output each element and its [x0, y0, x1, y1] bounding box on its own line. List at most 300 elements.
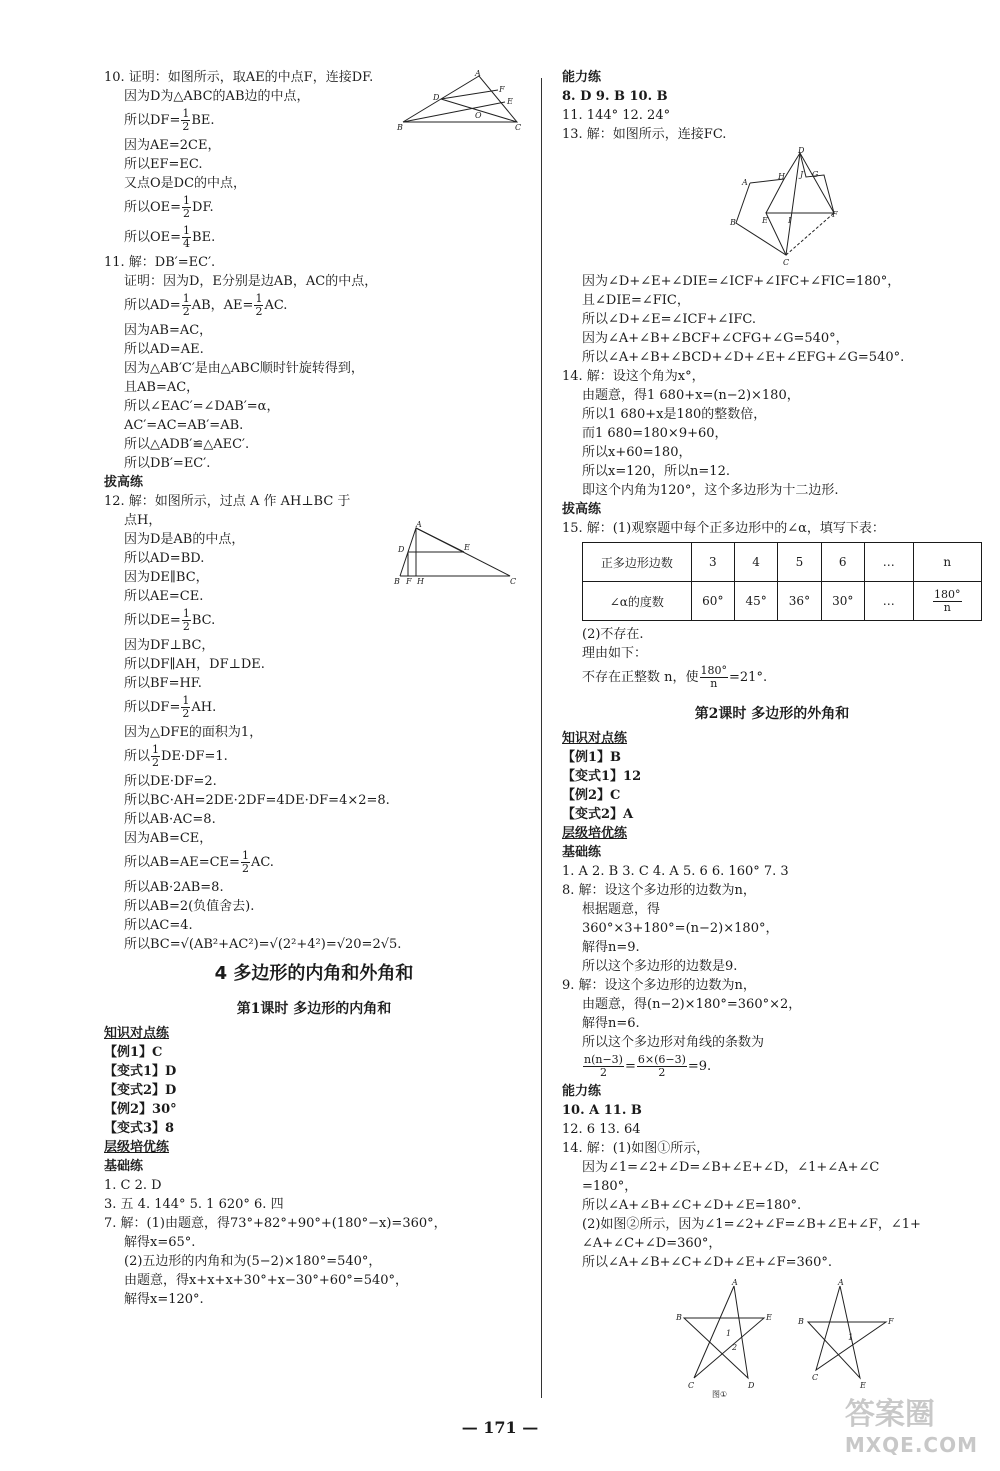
fraction: [151, 744, 160, 769]
line-text: 且AB=AC，: [124, 380, 200, 395]
line-text: 12. 6 13. 64: [562, 1122, 641, 1137]
section-heading: [562, 824, 982, 843]
label-h: H: [417, 577, 424, 586]
label-f2: F: [888, 1317, 894, 1326]
label-a: A: [732, 1278, 738, 1287]
text-line: [104, 606, 524, 636]
line-text: 所以: [124, 749, 151, 764]
line-text: 【变式3】8: [104, 1121, 175, 1136]
line-text: BC.: [191, 613, 216, 628]
text-line: [104, 916, 524, 935]
label-d: D: [433, 93, 440, 102]
line-text: 因为AE=2CE，: [124, 138, 221, 153]
label-c: C: [688, 1381, 695, 1390]
text-line: [104, 1043, 524, 1062]
line-text: 又点O是DC的中点，: [124, 176, 247, 191]
numerator: 6×(6−3): [637, 1053, 686, 1066]
section-heading: [104, 473, 524, 492]
watermark-logo: [845, 1389, 978, 1457]
text-line: [104, 1290, 524, 1309]
line-text: 所以EF=EC.: [124, 157, 203, 172]
line-text: 解得x=120°.: [124, 1292, 204, 1307]
line-text: 3. 五 4. 144° 5. 1 620° 6. 四: [104, 1197, 284, 1212]
label-a: A: [742, 178, 748, 187]
polygon-angle-table: [582, 542, 982, 621]
text-line: [562, 386, 982, 405]
text-line: [104, 174, 524, 193]
line-text: 知识对点练: [562, 731, 628, 746]
text-line: [562, 995, 982, 1014]
line-text: 所以DE·DF=2.: [124, 774, 217, 789]
line-text: 14. 解：设这个角为x°，: [562, 369, 705, 384]
line-text: 因为△DFE的面积为1，: [124, 725, 263, 740]
line-text: 所以DF=: [124, 700, 181, 715]
numerator: 1: [255, 292, 263, 305]
line-text: =: [624, 1059, 636, 1074]
denominator: 2: [658, 1066, 666, 1079]
text-line: [104, 829, 524, 848]
table-cell: [913, 582, 981, 621]
line-text: 所以AD=BD.: [124, 551, 205, 566]
text-line: [104, 636, 524, 655]
line-text: 能力练: [562, 1084, 602, 1099]
line-text: 11. 144° 12. 24°: [562, 108, 671, 123]
line-text: 所以AB=AE=CE=: [124, 855, 240, 870]
text-line: [562, 1139, 982, 1158]
label-h: H: [778, 172, 785, 181]
fraction: [182, 608, 191, 633]
line-text: 根据题意，得: [582, 902, 661, 917]
table-cell: …: [864, 582, 913, 621]
line-text: 12. 解：如图所示，过点 A 作 AH⊥BC 于: [104, 494, 351, 509]
line-text: 1. C 2. D: [104, 1178, 162, 1193]
text-line: [104, 1214, 524, 1233]
lesson1-answers: [104, 1024, 524, 1309]
line-text: 所以DF∥AH，DF⊥DE.: [124, 657, 265, 672]
label-d: D: [398, 545, 405, 554]
numerator: 180°: [700, 664, 728, 677]
table-cell: ∠α的度数: [583, 582, 692, 621]
line-text: 所以∠A+∠B+∠C+∠D+∠E+∠F=360°.: [582, 1255, 832, 1270]
text-line: [562, 881, 982, 900]
numerator: 1: [182, 607, 190, 620]
text-line: [562, 310, 982, 329]
numerator: 1: [182, 694, 190, 707]
label-a2: A: [838, 1278, 844, 1287]
figure-q13: [728, 145, 843, 270]
section-heading: [562, 500, 982, 519]
watermark-top: 答案圈: [844, 1397, 935, 1432]
line-text: AC.: [250, 855, 274, 870]
text-line: [104, 340, 524, 359]
line-text: 15. 解：(1)观察题中每个正多边形中的∠α，填写下表：: [562, 521, 885, 536]
denominator: 2: [182, 120, 190, 133]
text-line: [562, 329, 982, 348]
label-d: D: [748, 1381, 755, 1390]
text-line: [562, 1052, 982, 1082]
text-line: [104, 321, 524, 340]
section-heading: [562, 843, 982, 862]
line-text: 所以OE=: [124, 200, 182, 215]
line-text: 知识对点练: [104, 1026, 170, 1041]
line-text: 点H，: [124, 513, 162, 528]
text-line: [104, 723, 524, 742]
text-line: [104, 742, 524, 772]
text-line: [562, 900, 982, 919]
line-text: 所以1 680+x是180的整数倍，: [582, 407, 767, 422]
line-text: 所以∠EAC′=∠DAB′=α，: [124, 399, 280, 414]
line-text: 所以x=120，所以n=12.: [582, 464, 730, 479]
line-text: 解得x=65°.: [124, 1235, 196, 1250]
fraction: [254, 293, 263, 318]
text-line: [562, 291, 982, 310]
table-cell: 36°: [778, 582, 821, 621]
line-text: 【变式1】12: [562, 769, 642, 784]
text-line: [562, 938, 982, 957]
line-text: 【例1】C: [104, 1045, 163, 1060]
line-text: 所以DF=: [124, 113, 181, 128]
text-line: [562, 1177, 982, 1196]
line-text: 8. 解：设这个多边形的边数为n，: [562, 883, 756, 898]
watermark-bottom: MXQE.COM: [844, 1433, 978, 1457]
line-text: 【变式2】D: [104, 1083, 177, 1098]
line-text: 8. D 9. B 10. B: [562, 89, 668, 104]
line-text: 而1 680=180×9+60，: [582, 426, 728, 441]
text-line: [104, 655, 524, 674]
text-line: [104, 1100, 524, 1119]
text-line: [104, 791, 524, 810]
text-line: [562, 348, 982, 367]
table-cell: …: [864, 543, 913, 582]
text-line: [104, 416, 524, 435]
text-line: [562, 767, 982, 786]
denominator: 2: [241, 862, 249, 875]
text-line: [562, 1215, 982, 1234]
label-e2: E: [860, 1381, 866, 1390]
label-b: B: [397, 123, 403, 132]
table-cell: 30°: [821, 582, 864, 621]
line-text: 拔高练: [562, 502, 602, 517]
label-b: B: [676, 1313, 682, 1322]
label-a: A: [475, 70, 481, 78]
text-line: [104, 897, 524, 916]
figure-q12: [392, 520, 522, 586]
section-heading: [562, 1082, 982, 1101]
text-line: [104, 397, 524, 416]
line-text: DF.: [192, 200, 214, 215]
line-text: 所以OE=: [124, 230, 182, 245]
text-line: [562, 644, 982, 663]
line-text: 因为D是AB的中点，: [124, 532, 245, 547]
fraction: [583, 1054, 624, 1079]
section-heading: [562, 68, 982, 87]
figure-q14: [672, 1278, 902, 1398]
text-line: [104, 291, 524, 321]
line-text: =180°，: [582, 1179, 638, 1194]
text-line: [562, 1253, 982, 1272]
denominator: 2: [182, 707, 190, 720]
figure-q10: [395, 70, 525, 132]
text-line: [104, 1271, 524, 1290]
denominator: 2: [183, 207, 191, 220]
fraction: [182, 225, 191, 250]
line-text: 解得n=6.: [582, 1016, 640, 1031]
line-text: 因为DE∥BC，: [124, 570, 209, 585]
label-12: 1: [848, 1333, 854, 1342]
table-cell: n: [913, 543, 981, 582]
label-j: J: [800, 170, 804, 179]
text-line: [104, 454, 524, 473]
text-line: [562, 462, 982, 481]
line-text: 因为AB=AC，: [124, 323, 213, 338]
line-text: 不存在正整数 n，使: [582, 670, 699, 685]
line-text: 所以BC·AH=2DE·2DF=4DE·DF=4×2=8.: [124, 793, 390, 808]
text-line: [104, 272, 524, 291]
line-text: 所以AC=4.: [124, 918, 193, 933]
label-f: F: [832, 210, 838, 219]
text-line: [104, 1176, 524, 1195]
text-line: [562, 443, 982, 462]
line-text: 所以AB=2(负值舍去).: [124, 899, 255, 914]
text-line: [104, 435, 524, 454]
text-line: [104, 1119, 524, 1138]
denominator: 2: [599, 1066, 607, 1079]
text-line: [104, 772, 524, 791]
section-heading: [562, 729, 982, 748]
table-cell: 6: [821, 543, 864, 582]
line-text: AC.: [264, 298, 288, 313]
text-line: [104, 878, 524, 897]
text-line: [562, 862, 982, 881]
line-text: BE.: [191, 113, 215, 128]
text-line: [104, 492, 524, 511]
line-text: (2)如图②所示，因为∠1=∠2+∠F=∠B+∠E+∠F，∠1+: [582, 1217, 921, 1232]
label-b: B: [730, 218, 736, 227]
line-text: 因为△AB′C′是由△ABC顺时针旋转得到，: [124, 361, 364, 376]
label-b2: B: [798, 1317, 804, 1326]
table-cell: 4: [734, 543, 777, 582]
section-heading: [104, 1157, 524, 1176]
line-text: 【例1】B: [562, 750, 622, 765]
label-1: 1: [726, 1329, 732, 1338]
line-text: 360°×3+180°=(n−2)×180°，: [582, 921, 779, 936]
line-text: 【例2】C: [562, 788, 621, 803]
line-text: 由题意，得(n−2)×180°=360°×2，: [582, 997, 802, 1012]
line-text: 10. 证明：如图所示，取AE的中点F，连接DF.: [104, 70, 374, 85]
denominator: 2: [255, 305, 263, 318]
line-text: 基础练: [104, 1159, 144, 1174]
fraction: [181, 108, 190, 133]
line-text: 因为∠A+∠B+∠BCF+∠CFG+∠G=540°，: [582, 331, 849, 346]
text-line: [562, 424, 982, 443]
line-text: 所以x+60=180，: [582, 445, 692, 460]
line-text: 所以AB·AC=8.: [124, 812, 216, 827]
fraction: [181, 695, 190, 720]
line-text: 因为∠D+∠E+∠DIE=∠ICF+∠IFC+∠FIC=180°，: [582, 274, 901, 289]
table-cell: 3: [691, 543, 734, 582]
text-line: [104, 1081, 524, 1100]
lesson2-title: 第2课时 多边形的外角和: [694, 706, 850, 722]
line-text: 【例2】30°: [104, 1102, 177, 1117]
label-e: E: [464, 543, 470, 552]
line-text: 所以AB·2AB=8.: [124, 880, 224, 895]
line-text: 所以△ADB′≌△AEC′.: [124, 437, 250, 452]
text-line: [562, 919, 982, 938]
text-line: [562, 106, 982, 125]
text-line: [562, 1196, 982, 1215]
text-line: [562, 976, 982, 995]
text-line: [562, 272, 982, 291]
line-text: 层级培优练: [562, 826, 628, 841]
line-text: 所以∠A+∠B+∠BCD+∠D+∠E+∠EFG+∠G=540°.: [582, 350, 905, 365]
line-text: =9.: [687, 1059, 712, 1074]
numerator: 180°: [934, 587, 961, 601]
label-f: F: [406, 577, 412, 586]
text-line: [104, 253, 524, 272]
label-o: O: [475, 111, 482, 120]
text-line: [104, 193, 524, 223]
line-text: 所以AE=CE.: [124, 589, 204, 604]
denominator: 4: [183, 237, 191, 250]
line-text: 所以BC=√(AB²+AC²)=√(2²+4²)=√20=2√5.: [124, 937, 402, 952]
line-text: AC′=AC=AB′=AB.: [124, 418, 244, 433]
section-heading: [104, 1138, 524, 1157]
column-divider: [541, 78, 542, 1398]
line-text: 所以DE=: [124, 613, 181, 628]
line-text: 14. 解：(1)如图①所示，: [562, 1141, 710, 1156]
line-text: 因为DF⊥BC，: [124, 638, 215, 653]
line-text: (2)不存在.: [582, 627, 644, 642]
lesson1-title: 第1课时 多边形的内角和: [236, 1001, 392, 1017]
text-line: [104, 155, 524, 174]
text-line: [104, 378, 524, 397]
page-number: — 171 —: [461, 1418, 539, 1437]
line-text: 且∠DIE=∠FIC，: [582, 293, 690, 308]
text-line: [562, 481, 982, 500]
line-text: 11. 解：DB′=EC′.: [104, 255, 216, 270]
line-text: 由题意，得1 680+x=(n−2)×180，: [582, 388, 800, 403]
fraction: [933, 589, 962, 614]
line-text: 基础练: [562, 845, 602, 860]
label-c: C: [515, 123, 522, 132]
denominator: 2: [182, 305, 190, 318]
text-line: [104, 674, 524, 693]
text-line: [562, 87, 982, 106]
line-text: 理由如下：: [582, 646, 648, 661]
text-line: [562, 1033, 982, 1052]
line-text: =21°.: [729, 670, 768, 685]
text-line: [562, 1234, 982, 1253]
text-line: [104, 1062, 524, 1081]
text-line: [104, 223, 524, 253]
text-line: [104, 1195, 524, 1214]
chapter-title: 4 多边形的内角和外角和: [214, 963, 414, 984]
text-line: [562, 367, 982, 386]
line-text: 13. 解：如图所示，连接FC.: [562, 127, 727, 142]
fraction: [700, 665, 729, 690]
label-f: F: [499, 85, 505, 94]
line-text: AB，AE=: [191, 298, 254, 313]
numerator: 1: [182, 292, 190, 305]
section-heading: [104, 1024, 524, 1043]
right-solutions-top: [562, 68, 982, 144]
right-solutions-15: [562, 625, 982, 693]
text-line: [104, 587, 524, 606]
text-line: [104, 848, 524, 878]
line-text: 因为D为△ABC的AB边的中点，: [124, 89, 310, 104]
text-line: [562, 405, 982, 424]
figure-caption: 图①: [712, 1390, 728, 1398]
text-line: [104, 1252, 524, 1271]
line-text: 9. 解：设这个多边形的边数为n，: [562, 978, 756, 993]
line-text: 即这个内角为120°，这个多边形为十二边形.: [582, 483, 839, 498]
text-line: [104, 136, 524, 155]
text-line: [562, 125, 982, 144]
line-text: (2)五边形的内角和为(5−2)×180°=540°，: [124, 1254, 382, 1269]
line-text: 1. A 2. B 3. C 4. A 5. 6 6. 160° 7. 3: [562, 864, 789, 879]
numerator: 1: [183, 224, 191, 237]
label-e: E: [762, 216, 768, 225]
right-solutions-mid: [562, 272, 982, 538]
denominator: 2: [182, 620, 190, 633]
line-text: 由题意，得x+x+x+30°+x−30°+60°=540°，: [124, 1273, 409, 1288]
line-text: 7. 解：(1)由题意，得73°+82°+90°+(180°−x)=360°，: [104, 1216, 447, 1231]
line-text: 所以BF=HF.: [124, 676, 202, 691]
line-text: 所以∠D+∠E=∠ICF+∠IFC.: [582, 312, 757, 327]
text-line: [562, 1120, 982, 1139]
denominator: n: [943, 600, 951, 614]
line-text: 所以∠A+∠B+∠C+∠D+∠E=180°.: [582, 1198, 802, 1213]
line-text: BE.: [192, 230, 216, 245]
denominator: n: [710, 677, 718, 690]
label-c: C: [510, 577, 517, 586]
line-text: 所以这个多边形对角线的条数为: [582, 1035, 765, 1050]
text-line: [562, 748, 982, 767]
fraction: [241, 850, 250, 875]
table-cell: 正多边形边数: [583, 543, 692, 582]
text-line: [104, 693, 524, 723]
numerator: n(n−3): [584, 1053, 623, 1066]
text-line: [562, 663, 982, 693]
text-line: [562, 805, 982, 824]
line-text: ∠A+∠C+∠D=360°，: [582, 1236, 722, 1251]
text-line: [562, 786, 982, 805]
line-text: 【变式2】A: [562, 807, 634, 822]
text-line: [562, 1101, 982, 1120]
label-c2: C: [812, 1373, 819, 1382]
line-text: 所以AD=AE.: [124, 342, 204, 357]
label-e: E: [766, 1313, 772, 1322]
line-text: 【变式1】D: [104, 1064, 177, 1079]
text-line: [562, 625, 982, 644]
numerator: 1: [183, 194, 191, 207]
text-line: [562, 519, 982, 538]
table-cell: 5: [778, 543, 821, 582]
line-text: 解得n=9.: [582, 940, 640, 955]
text-line: [562, 957, 982, 976]
label-a: A: [416, 520, 422, 529]
line-text: 所以DB′=EC′.: [124, 456, 211, 471]
line-text: 所以这个多边形的边数是9.: [582, 959, 738, 974]
denominator: 2: [152, 756, 160, 769]
fraction: [182, 195, 191, 220]
line-text: 拔高练: [104, 475, 144, 490]
line-text: DE·DF=1.: [161, 749, 228, 764]
label-d: D: [798, 146, 805, 155]
table-row: [583, 543, 982, 582]
label-2: 2: [732, 1343, 738, 1352]
line-text: 层级培优练: [104, 1140, 170, 1155]
